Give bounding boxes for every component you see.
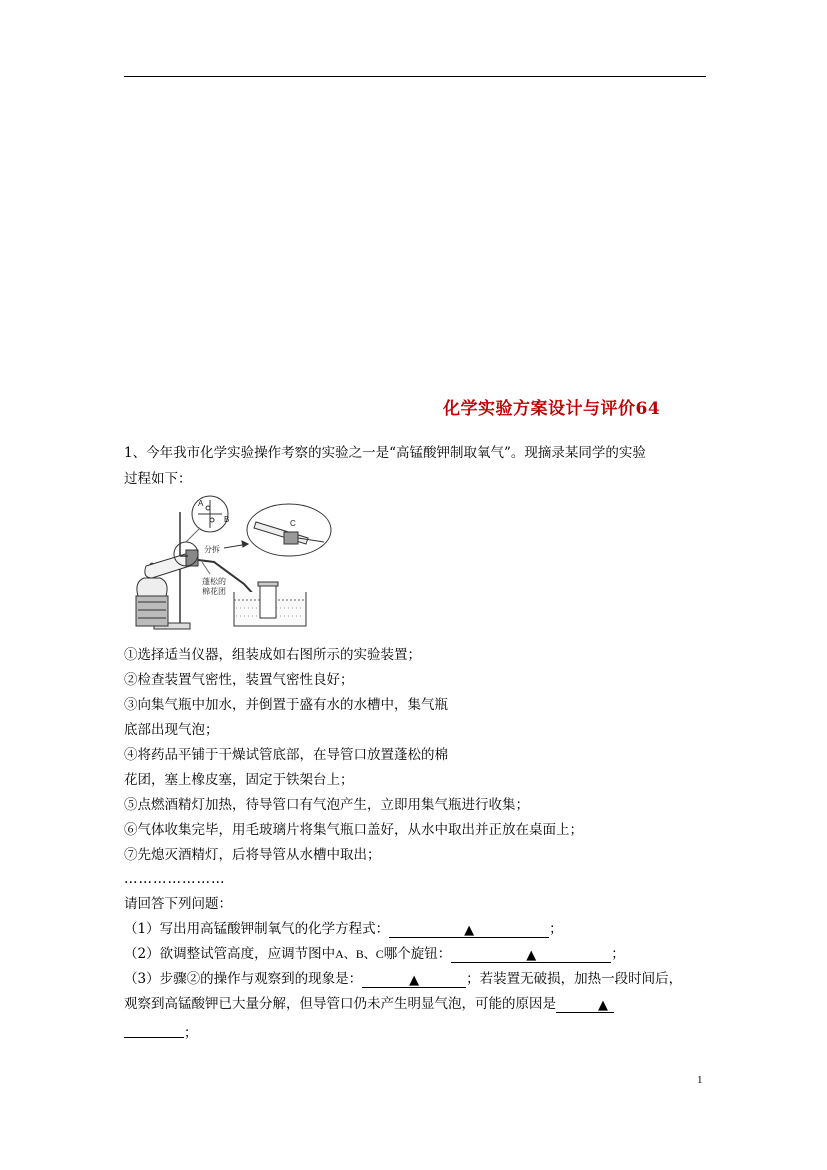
answer-blank-3b-cont[interactable] (124, 1021, 184, 1038)
label-cotton-2: 棉花团 (202, 587, 226, 596)
answer-blank-2[interactable] (451, 946, 611, 963)
sub-question-2 (124, 945, 625, 963)
sub-question-2-end: ； (611, 946, 625, 962)
label-cotton-1: 蓬松的 (202, 577, 226, 586)
alcohol-lamp (137, 578, 167, 596)
sub-question-1 (124, 920, 563, 938)
sub-question-3-mid: ；若装置无破损，加热一段时间后， (466, 971, 683, 987)
step-3-line-1: ③向集气瓶中加水，并倒置于盛有水的水槽中，集气瓶 (124, 697, 448, 713)
sub-question-3-end: ； (184, 1025, 198, 1041)
step-4-line-2: 花团，塞上橡皮塞，固定于铁架台上； (124, 772, 354, 788)
answer-blank-1[interactable] (389, 921, 549, 938)
triangle-marker: ▲ (409, 973, 420, 988)
sub-question-3-line-3 (124, 1020, 198, 1042)
header-rule (124, 76, 706, 77)
question-intro-line-2: 过程如下： (124, 471, 192, 487)
sub-question-1-text: （1）写出用高锰酸钾制氧气的化学方程式： (124, 921, 390, 937)
sub-question-3-line-1 (124, 970, 682, 988)
triangle-marker: ▲ (598, 998, 608, 1013)
answer-blank-3a[interactable] (362, 971, 466, 988)
step-7: ⑦先熄灭酒精灯，后将导管从水槽中取出； (124, 847, 381, 863)
sub-question-3-line-2 (124, 995, 614, 1013)
ellipsis: ………………… (124, 871, 226, 887)
question-intro-line-1: 1、今年我市化学实验操作考察的实验之一是“高锰酸钾制取氧气”。现摘录某同学的实验 (124, 445, 646, 461)
step-2: ②检查装置气密性，装置气密性良好； (124, 672, 354, 688)
sub-question-2-abc: A、B、C (335, 947, 384, 961)
triangle-marker: ▲ (464, 923, 475, 938)
label-c: C (290, 519, 296, 528)
page-number: 1 (697, 1074, 703, 1086)
wooden-block (136, 596, 168, 626)
sub-question-3-line-2-text: 观察到高锰酸钾已大量分解，但导管口仍未产生明显气泡，可能的原因是 (124, 996, 556, 1012)
sub-question-3-text: （3）步骤②的操作与观察到的现象是： (124, 971, 363, 987)
sub-question-1-end: ； (549, 921, 563, 937)
step-5: ⑤点燃酒精灯加热，待导管口有气泡产生，立即用集气瓶进行收集； (124, 797, 529, 813)
step-4-line-1: ④将药品平铺于干燥试管底部，在导管口放置蓬松的棉 (124, 747, 448, 763)
page-title: 化学实验方案设计与评价64 (443, 399, 661, 419)
label-split: 分拆 (204, 545, 220, 554)
label-a: A (198, 499, 204, 508)
sub-question-2-text: （2）欲调整试管高度，应调节图中 (124, 946, 336, 962)
label-b: B (224, 515, 230, 524)
answer-blank-3b[interactable] (556, 996, 614, 1013)
sub-question-2-rest: 哪个旋钮： (383, 946, 452, 962)
step-6: ⑥气体收集完毕，用毛玻璃片将集气瓶口盖好，从水中取出并正放在桌面上； (124, 822, 583, 838)
apparatus-figure (124, 492, 334, 634)
step-3-line-2: 底部出现气泡； (124, 722, 219, 738)
triangle-marker: ▲ (526, 948, 537, 963)
step-1: ①选择适当仪器，组装成如右图所示的实验装置； (124, 647, 421, 663)
answer-prompt: 请回答下列问题： (124, 896, 232, 912)
gas-bottle (260, 584, 276, 618)
